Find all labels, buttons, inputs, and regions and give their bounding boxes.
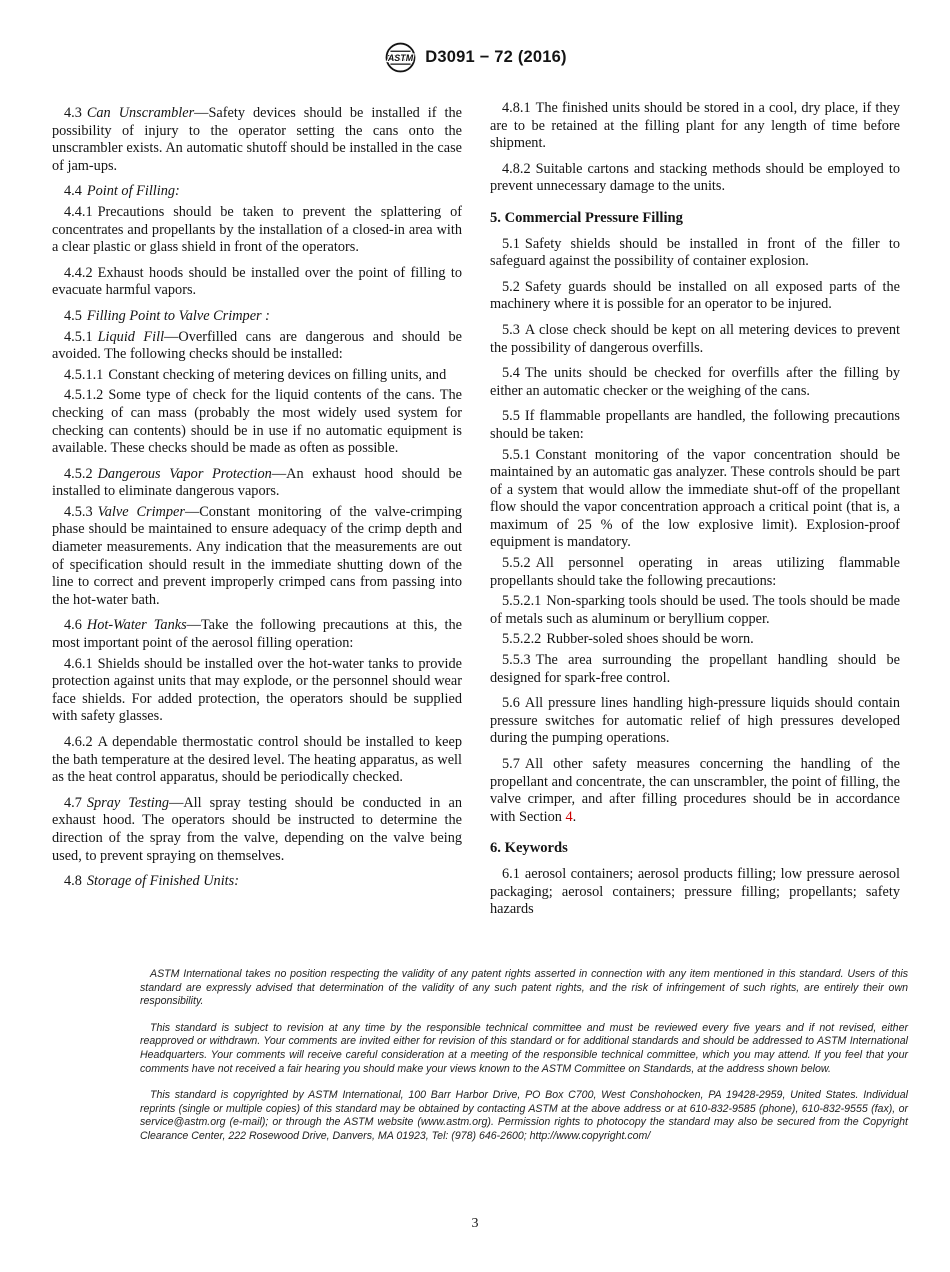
- clause-number: 4.4: [64, 183, 82, 200]
- clause-number: 5.6: [502, 695, 520, 712]
- clause-5-1: [490, 236, 900, 271]
- clause-number: 4.6: [64, 617, 82, 634]
- clause-number: 4.5.3: [64, 503, 93, 520]
- clause-body: —Take the following precautions at this, the most important point of the aerosol filling operation:: [52, 617, 462, 652]
- patent-disclaimer-note: ASTM International takes no position respecting the validity of any patent rights asserted in connection with any item mentioned in this standard. Users of this standard are expressly advised that determination of the validity of any such patent rights, and the risk of infringement of such rights, are entirely their own responsibility.: [140, 968, 908, 1008]
- clause-4-6: [52, 617, 462, 652]
- clause-body: Non-sparking tools should be used. The tools should be made of metals such as aluminum or beryllium copper.: [490, 593, 900, 627]
- clause-number: 4.5: [64, 307, 82, 324]
- clause-title: Spray Testing: [86, 794, 170, 811]
- clause-4-4: [52, 183, 462, 201]
- clause-number: 4.3: [64, 105, 82, 121]
- clause-4-6-2: [52, 734, 462, 787]
- section-heading-6: 6. Keywords: [490, 840, 568, 857]
- clause-5-5-2-2: [490, 631, 900, 649]
- clause-4-5-1-2: [52, 387, 462, 457]
- clause-number: 4.5.1.2: [64, 387, 104, 404]
- clause-5-7: [490, 756, 900, 826]
- page-number: 3: [471, 1216, 479, 1231]
- clause-number: 4.6.1: [64, 655, 93, 672]
- clause-body: Suitable cartons and stacking methods should be employed to prevent unnecessary damage to the units.: [490, 160, 900, 195]
- clause-4-7: [52, 795, 462, 865]
- clause-4-4-1: [52, 204, 462, 257]
- clause-number: 4.5.1.1: [64, 366, 104, 383]
- clause-5-5: [490, 408, 900, 443]
- clause-body: Some type of check for the liquid contents of the cans. The checking of can mass (probably the most widely used system for checking can contents) should be in use if no automatic equipment is available. These checks should be made as often as possible.: [52, 387, 462, 457]
- left-column: [52, 97, 462, 919]
- clause-body: Constant checking of metering devices on filling units, and: [108, 366, 447, 383]
- section-4-link[interactable]: 4: [565, 808, 573, 825]
- clause-body: Safety guards should be installed on all exposed parts of the machinery where it is possible for an operator to be injured.: [490, 278, 900, 313]
- clause-number: 5.3: [502, 321, 520, 338]
- clause-5-4: [490, 365, 900, 400]
- clause-body: —An exhaust hood should be installed to eliminate dangerous vapors.: [52, 465, 462, 500]
- clause-title: Dangerous Vapor Protection: [97, 465, 272, 482]
- clause-body: The units should be checked for overfills after the filling by either an automatic checker or the weighing of the cans.: [490, 365, 900, 399]
- clause-5-5-2-1: [490, 593, 900, 628]
- clause-4-5-2: [52, 466, 462, 501]
- clause-number: 4.6.2: [64, 734, 93, 750]
- clause-number: 4.4.2: [64, 264, 93, 281]
- clause-5-6: [490, 695, 900, 748]
- clause-body: All pressure lines handling high-pressure liquids should contain pressure switches for automatic relief of high pressures developed during the pumping operations.: [490, 695, 900, 747]
- clause-number: 4.7: [64, 794, 82, 811]
- clause-body: —Overfilled cans are dangerous and should be avoided. The following checks should be installed:: [52, 328, 462, 363]
- clause-4-6-1: [52, 656, 462, 726]
- astm-logo-icon: [385, 42, 416, 73]
- revision-note: This standard is subject to revision at any time by the responsible technical committee and must be reviewed every five years and if not revised, either reapproved or withdrawn. Your comments are invited either for revision of this standard or for additional standards and should be addressed to ASTM International Headquarters. Your comments will receive careful consideration at a meeting of the responsible technical committee, which you may attend. If you feel that your comments have not received a fair hearing you should make your views known to the ASTM Committee on Standards, at the address shown below.: [140, 1021, 908, 1075]
- clause-body: All other safety measures concerning the handling of the propellant and concentrate, the can unscrambler, the point of filling, the valve crimper, and after filling procedures should be in accordance with Section: [490, 756, 900, 825]
- clause-title: Liquid Fill: [97, 328, 165, 345]
- clause-body: Precautions should be taken to prevent the splattering of concentrates and propellants by the installation of a closed-in area with a clear plastic or glass shield in front of the operators.: [52, 203, 462, 256]
- clause-body: Constant monitoring of the vapor concentration should be maintained by an automatic gas analyzer. These controls should be part of a system that would allow the immediate shut-off of the propellant flow should the vapor concentration approach a critical point (that is, a maximum of 25 % of the low explosive limit). Explosion-proof equipment is mandatory.: [490, 446, 900, 551]
- body-columns: [52, 97, 900, 919]
- clause-body-tail: .: [572, 808, 577, 825]
- clause-number: 5.5.2.1: [502, 593, 542, 610]
- clause-body: —All spray testing should be conducted in an exhaust hood. The operators should be instructed to determine the direction of the spray from the valve, depending on the valve being used, to prevent spraying on themselves.: [52, 794, 462, 864]
- clause-body: Shields should be installed over the hot-water tanks to provide protection against units that may explode, or the personnel should wear face shields. For added protection, the operators should be supplied with safety glasses.: [52, 655, 462, 725]
- clause-body: —Constant monitoring of the valve-crimping phase should be maintained to ensure adequacy of the crimp depth and diameter measurements. Any indication that the measurements are out of specification should result in the immediate shutting down of the line to correct and prevent improperly crimped cans from passing into the hot-water bath.: [52, 503, 462, 608]
- clause-4-5-1-1: [52, 367, 462, 385]
- clause-5-3: [490, 322, 900, 357]
- footer-boilerplate: [140, 968, 908, 1157]
- clause-number: 5.5.2: [502, 555, 531, 572]
- clause-title: Storage of Finished Units:: [86, 873, 239, 890]
- clause-5-2: [490, 279, 900, 314]
- clause-number: 4.5.1: [64, 328, 93, 345]
- svg-text:ASTM: ASTM: [388, 52, 414, 63]
- clause-4-3: [52, 105, 462, 175]
- clause-number: 5.4: [502, 365, 520, 382]
- clause-title: Point of Filling:: [86, 183, 180, 200]
- clause-5-5-2: [490, 555, 900, 590]
- clause-title: Valve Crimper: [97, 503, 185, 520]
- clause-4-5-3: [52, 504, 462, 610]
- clause-number: 5.5.2.2: [502, 631, 542, 648]
- clause-number: 4.8.1: [502, 100, 531, 116]
- clause-number: 4.4.1: [64, 203, 93, 220]
- clause-body: The area surrounding the propellant handling should be designed for spark-free control.: [490, 652, 900, 686]
- clause-number: 4.5.2: [64, 465, 93, 482]
- clause-body: A dependable thermostatic control should be installed to keep the bath temperature at the desired level. The heating apparatus, as well as the heat control apparatus, should be periodically checked.: [52, 734, 462, 786]
- clause-body: The finished units should be stored in a cool, dry place, if they are to be retained at the filling plant for any length of time before shipment.: [490, 100, 900, 152]
- clause-number: 5.7: [502, 756, 520, 772]
- clause-body: Exhaust hoods should be installed over the point of filling to evacuate harmful vapors.: [52, 264, 462, 299]
- clause-number: 4.8: [64, 873, 82, 890]
- clause-number: 6.1: [502, 865, 520, 882]
- clause-body: Rubber-soled shoes should be worn.: [546, 631, 754, 648]
- clause-4-8-1: [490, 100, 900, 153]
- clause-4-4-2: [52, 265, 462, 300]
- clause-body: If flammable propellants are handled, the following precautions should be taken:: [490, 408, 900, 442]
- clause-body: —Safety devices should be installed if the possibility of injury to the operator setting the cans onto the unscrambler exists. An automatic shutoff should be installed in the case of jam-ups.: [52, 105, 462, 174]
- copyright-note: This standard is copyrighted by ASTM International, 100 Barr Harbor Drive, PO Box C700, West Conshohocken, PA 19428-2959, United States. Individual reprints (single or multiple copies) of this standard may be obtained by contacting ASTM at the above address or at 610-832-9585 (phone), 610-832-9555 (fax), or service@astm.org (e-mail); or through the ASTM website (www.astm.org). Permission rights to photocopy the standard may also be secured from the Copyright Clearance Center, 222 Rosewood Drive, Danvers, MA 01923, Tel: (978) 646-2600; http://www.copyright.com/: [140, 1089, 908, 1142]
- clause-body: aerosol containers; aerosol products filling; low pressure aerosol packaging; aerosol containers; pressure filling; propellants; safety hazards: [490, 865, 900, 918]
- clause-4-8-2: [490, 161, 900, 196]
- clause-body: All personnel operating in areas utilizing flammable propellants should take the following precautions:: [490, 555, 900, 589]
- clause-5-5-3: [490, 652, 900, 687]
- section-heading-5: 5. Commercial Pressure Filling: [490, 209, 683, 226]
- clause-number: 5.1: [502, 235, 520, 252]
- clause-5-5-1: [490, 447, 900, 553]
- clause-title: Can Unscrambler: [86, 105, 195, 121]
- clause-number: 5.2: [502, 278, 520, 295]
- clause-4-5-1: [52, 329, 462, 364]
- document-header: [52, 42, 900, 73]
- clause-6-1: [490, 866, 900, 919]
- clause-number: 5.5.3: [502, 652, 531, 669]
- right-column: [490, 97, 900, 919]
- clause-4-5: [52, 308, 462, 326]
- clause-body: Safety shields should be installed in front of the filler to safeguard against the possibility of container explosion.: [490, 235, 900, 270]
- clause-4-8: [52, 873, 462, 891]
- clause-number: 5.5.1: [502, 446, 531, 463]
- clause-number: 4.8.2: [502, 160, 531, 177]
- clause-title: Hot-Water Tanks: [86, 617, 187, 634]
- clause-body: A close check should be kept on all metering devices to prevent the possibility of dangerous overfills.: [490, 321, 900, 356]
- clause-title: Filling Point to Valve Crimper :: [86, 307, 270, 324]
- document-designation: D3091 − 72 (2016): [425, 48, 567, 66]
- clause-number: 5.5: [502, 408, 520, 425]
